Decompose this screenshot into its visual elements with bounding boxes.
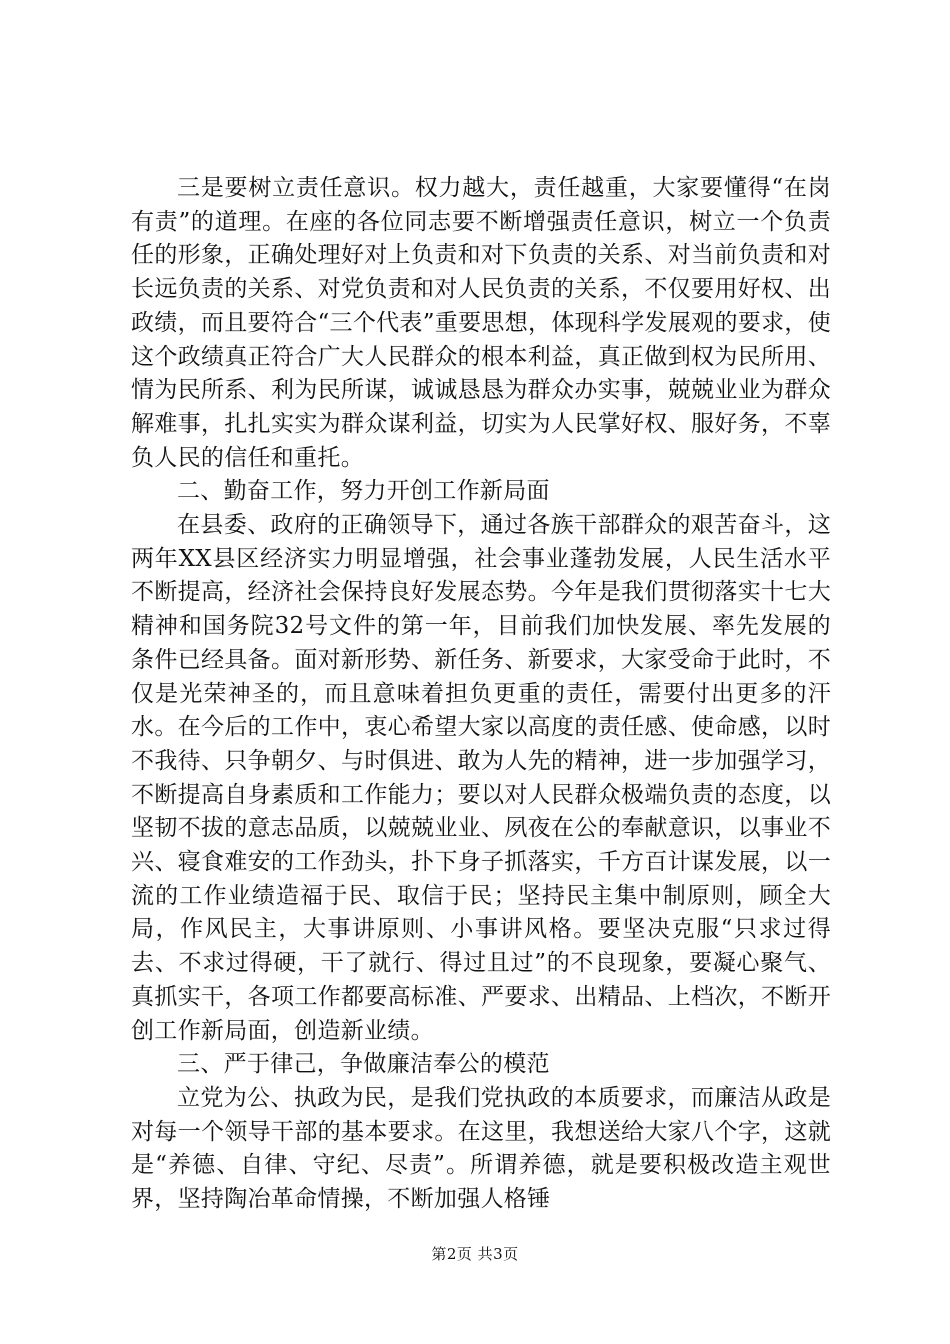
paragraph-self-discipline: 立党为公、执政为民，是我们党执政的本质要求，而廉洁从政是对每一个领导干部的基本要求。在这里，我想送给大家八个字，这就是“养德、自律、守纪、尽责”。所谓养德，就是要积极改造主观世界，坚持陶冶革命情操，不断加强人格锤 [131,1084,831,1213]
section-heading-work-hard: 二、勤奋工作，努力开创工作新局面 [177,478,550,505]
paragraph-work-hard: 在县委、政府的正确领导下，通过各族干部群众的艰苦奋斗，这两年XX县区经济实力明显增强，社会事业蓬勃发展，人民生活水平不断提高，经济社会保持良好发展态势。今年是我们贯彻落实十七大精神和国务院32号文件的第一年，目前我们加快发展、率先发展的条件已经具备。面对新形势、新任务、新要求，大家受命于此时，不仅是光荣神圣的，而且意味着担负更重的责任，需要付出更多的汗水。在今后的工作中，衷心希望大家以高度的责任感、使命感，以时不我待、只争朝夕、与时俱进、敢为人先的精神，进一步加强学习，不断提高自身素质和工作能力；要以对人民群众极端负责的态度，以坚韧不拔的意志品质，以兢兢业业、夙夜在公的奉献意识，以事业不兴、寝食难安的工作劲头，扑下身子抓落实，千方百计谋发展，以一流的工作业绩造福于民、取信于民；坚持民主集中制原则，顾全大局，作风民主，大事讲原则、小事讲风格。要坚决克服“只求过得去、不求过得硬，干了就行、得过且过”的不良现象，要凝心聚气、真抓实干，各项工作都要高标准、严要求、出精品、上档次，不断开创工作新局面，创造新业绩。 [131,512,831,1044]
section-heading-self-discipline: 三、严于律己，争做廉洁奉公的模范 [177,1051,550,1078]
page-footer: 第2页 共3页 [431,1245,519,1263]
paragraph-responsibility: 三是要树立责任意识。权力越大，责任越重，大家要懂得“在岗有责”的道理。在座的各位同志要不断增强责任意识，树立一个负责任的形象，正确处理好对上负责和对下负责的关系、对当前负责和对长远负责的关系、对党负责和对人民负责的关系，不仅要用好权、出政绩，而且要符合“三个代表”重要思想，体现科学发展观的要求，使这个政绩真正符合广大人民群众的根本利益，真正做到权为民所用、情为民所系、利为民所谋，诚诚恳恳为群众办实事，兢兢业业为群众解难事，扎扎实实为群众谋利益，切实为人民掌好权、服好务，不辜负人民的信任和重托。 [131,175,831,471]
document-body [131,172,831,1217]
